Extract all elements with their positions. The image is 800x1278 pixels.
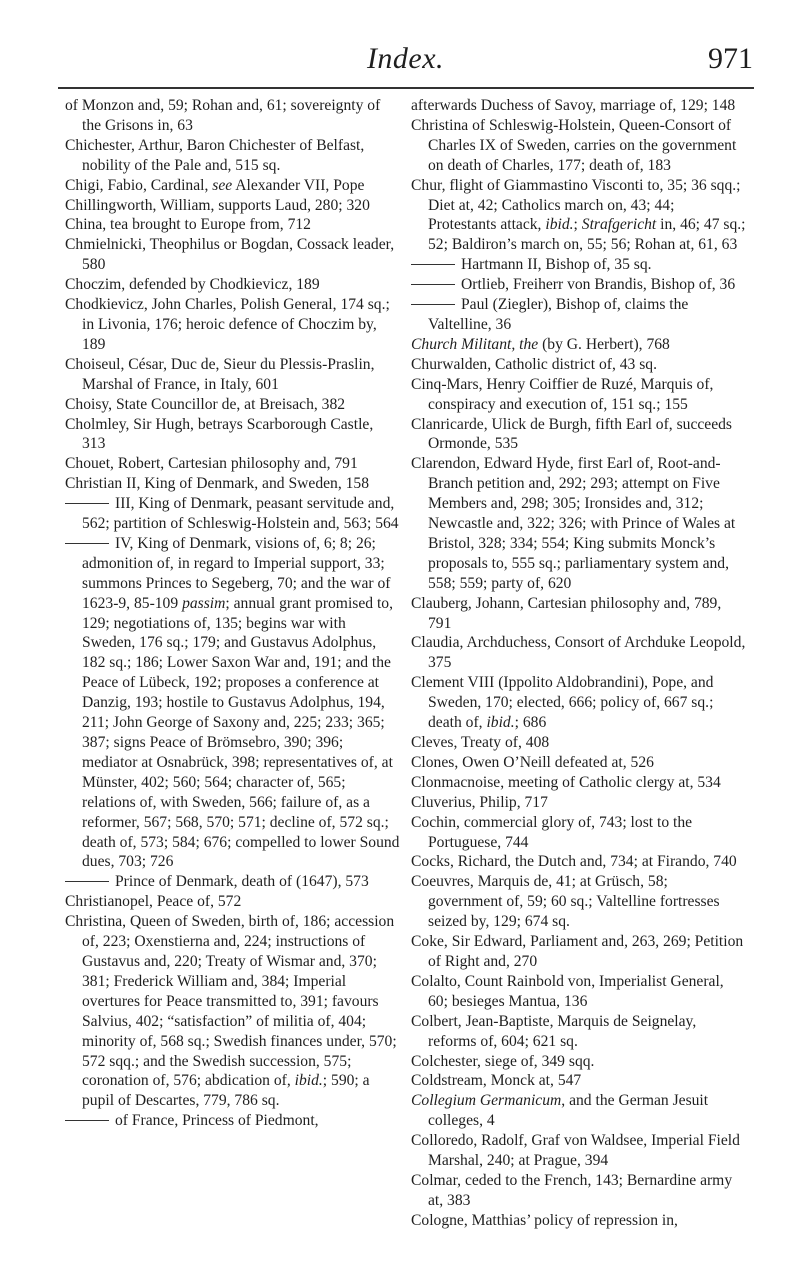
index-entry: Coldstream, Monck at, 547 bbox=[411, 1072, 582, 1090]
index-entry: Chillingworth, William, supports Laud, 280; 320 bbox=[65, 196, 370, 214]
index-entry: Christina, Queen of Sweden, birth of, 186; accession of, 223; Oxenstierna and, 224; instructions of Gustavus and, 220; Treaty of Wismar and, 370; 381; Frederick William and, 384; Imperial overtures for Peace transmitted to, 391; favours Salvius, 402; “satisfaction” of militia of, 404; minority of, 568 sq.; Swedish finances under, 570; 572 sqq.; and the Swedish succession, 575; coronation of, 576; abdication of, ibid.; 590; a pupil of Descartes, 779, 786 sq. bbox=[65, 913, 397, 1110]
index-entry: Churwalden, Catholic district of, 43 sq. bbox=[411, 355, 657, 373]
index-entry: Chur, flight of Giammastino Visconti to, 35; 36 sqq.; Diet at, 42; Catholics march on, 43; 44; Protestants attack, ibid.; Strafgericht in, 46; 47 sq.; 52; Baldiron’s march on, 55; 56; Rohan at, 61, 63 bbox=[411, 176, 746, 254]
index-entry: afterwards Duchess of Savoy, marriage of, 129; 148 bbox=[411, 97, 736, 114]
index-entry: Cluverius, Philip, 717 bbox=[411, 793, 548, 811]
index-entry: Ortlieb, Freiherr von Brandis, Bishop of, 36 bbox=[411, 275, 746, 295]
header-rule bbox=[58, 87, 754, 89]
index-entry: Choczim, defended by Chodkievicz, 189 bbox=[65, 276, 320, 294]
index-entry: Cleves, Treaty of, 408 bbox=[411, 734, 550, 751]
index-entry: IV, King of Denmark, visions of, 6; 8; 26; admonition of, in regard to Imperial support, 33; summons Princes to Segeberg, 70; and the war of 1623-9, 85-109 passim; annual grant promised to, 129; negotiations of, 135; begins war with Sweden, 176 sq.; 179; and Gustavus Adolphus, 182 sq.; 186; Lower Saxon War and, 191; and the Peace of Lübeck, 192; proposes a conference at Danzig, 193; hostile to Gustavus Adolphus, 194, 211; John George of Saxony and, 225; 233; 365; 387; signs Peace of Brömsebro, 390; 396; mediator at Osnabrück, 398; representatives of, at Münster, 402; 560; 564; character of, 565; relations of, with Sweden, 566; failure of, as a reformer, 567; 568, 570; 571; decline of, 572 sq.; death of, 573; 584; 676; compelled to lower Sound dues, 703; 726 bbox=[65, 534, 400, 872]
index-entry: Church Militant, the (by G. Herbert), 768 bbox=[411, 335, 670, 353]
index-entry: Prince of Denmark, death of (1647), 573 bbox=[65, 872, 400, 892]
index-column-right bbox=[411, 96, 746, 1231]
index-entry: Chichester, Arthur, Baron Chichester of Belfast, nobility of the Pale and, 515 sq. bbox=[65, 136, 365, 174]
page-title: Index. bbox=[366, 42, 445, 75]
index-entry: III, King of Denmark, peasant servitude and, 562; partition of Schleswig-Holstein and, 563; 564 bbox=[65, 494, 400, 534]
index-entry: Clement VIII (Ippolito Aldobrandini), Pope, and Sweden, 170; elected, 666; policy of, 667 sq.; death of, ibid.; 686 bbox=[411, 674, 714, 732]
index-entry: Cologne, Matthias’ policy of repression in, bbox=[411, 1211, 678, 1229]
index-entry: Colbert, Jean-Baptiste, Marquis de Seignelay, reforms of, 604; 621 sq. bbox=[411, 1012, 697, 1050]
index-entry: Christian II, King of Denmark, and Sweden, 158 bbox=[65, 475, 370, 493]
index-entry: Choiseul, César, Duc de, Sieur du Plessis-Praslin, Marshal of France, in Italy, 601 bbox=[65, 355, 375, 393]
index-entry: Clauberg, Johann, Cartesian philosophy and, 789, 791 bbox=[411, 594, 722, 632]
running-head bbox=[58, 42, 753, 82]
index-entry: Coke, Sir Edward, Parliament and, 263, 269; Petition of Right and, 270 bbox=[411, 933, 744, 970]
index-entry: Collegium Germanicum, and the German Jesuit colleges, 4 bbox=[411, 1092, 709, 1130]
index-entry: Clanricarde, Ulick de Burgh, fifth Earl of, succeeds Ormonde, 535 bbox=[411, 415, 733, 453]
index-column-left bbox=[65, 96, 400, 1131]
index-entry: Coeuvres, Marquis de, 41; at Grüsch, 58; government of, 59; 60 sq.; Valtelline fortresses seized by, 129; 674 sq. bbox=[411, 873, 720, 931]
index-entry: Cinq-Mars, Henry Coiffier de Ruzé, Marquis of, conspiracy and execution of, 151 sq.; 155 bbox=[411, 375, 714, 413]
index-entry: Hartmann II, Bishop of, 35 sq. bbox=[411, 255, 746, 275]
index-entry: Colalto, Count Rainbold von, Imperialist General, 60; besieges Mantua, 136 bbox=[411, 972, 724, 1010]
index-entry: of France, Princess of Piedmont, bbox=[65, 1111, 400, 1131]
index-entry: Colmar, ceded to the French, 143; Bernardine army at, 383 bbox=[411, 1171, 733, 1209]
index-entry: Cholmley, Sir Hugh, betrays Scarborough Castle, 313 bbox=[65, 415, 374, 453]
index-entry: China, tea brought to Europe from, 712 bbox=[65, 216, 311, 234]
index-entry: of Monzon and, 59; Rohan and, 61; sovereignty of the Grisons in, 63 bbox=[65, 97, 381, 134]
index-entry: Chmielnicki, Theophilus or Bogdan, Cossack leader, 580 bbox=[65, 236, 395, 274]
index-entry: Choisy, State Councillor de, at Breisach, 382 bbox=[65, 395, 346, 413]
index-entry: Colloredo, Radolf, Graf von Waldsee, Imperial Field Marshal, 240; at Prague, 394 bbox=[411, 1132, 740, 1170]
index-entry: Paul (Ziegler), Bishop of, claims the Valtelline, 36 bbox=[411, 295, 746, 335]
index-entry: Chodkievicz, John Charles, Polish General, 174 sq.; in Livonia, 176; heroic defence of Choczim by, 189 bbox=[65, 296, 390, 353]
index-entry: Clones, Owen O’Neill defeated at, 526 bbox=[411, 753, 654, 771]
page-number: 971 bbox=[708, 42, 753, 75]
index-entry: Chigi, Fabio, Cardinal, see Alexander VII, Pope bbox=[65, 176, 365, 194]
index-entry: Clarendon, Edward Hyde, first Earl of, Root-and-Branch petition and, 292; 293; attempt on Five Members and, 298; 305; Ironsides and, 312; Newcastle and, 322; 326; with Prince of Wales at Bristol, 328; 334; 554; King submits Monck’s proposals to, 555 sq.; parliamentary system and, 558; 559; party of, 620 bbox=[411, 455, 736, 592]
index-entry: Christianopel, Peace of, 572 bbox=[65, 893, 242, 911]
index-entry: Claudia, Archduchess, Consort of Archduke Leopold, 375 bbox=[411, 634, 746, 672]
index-entry: Clonmacnoise, meeting of Catholic clergy at, 534 bbox=[411, 773, 721, 791]
index-entry: Colchester, siege of, 349 sqq. bbox=[411, 1052, 595, 1070]
index-entry: Christina of Schleswig-Holstein, Queen-Consort of Charles IX of Sweden, carries on the government on death of Charles, 177; death of, 183 bbox=[411, 116, 737, 174]
index-entry: Chouet, Robert, Cartesian philosophy and, 791 bbox=[65, 455, 358, 473]
index-entry: Cocks, Richard, the Dutch and, 734; at Firando, 740 bbox=[411, 853, 737, 871]
index-entry: Cochin, commercial glory of, 743; lost to the Portuguese, 744 bbox=[411, 813, 693, 851]
